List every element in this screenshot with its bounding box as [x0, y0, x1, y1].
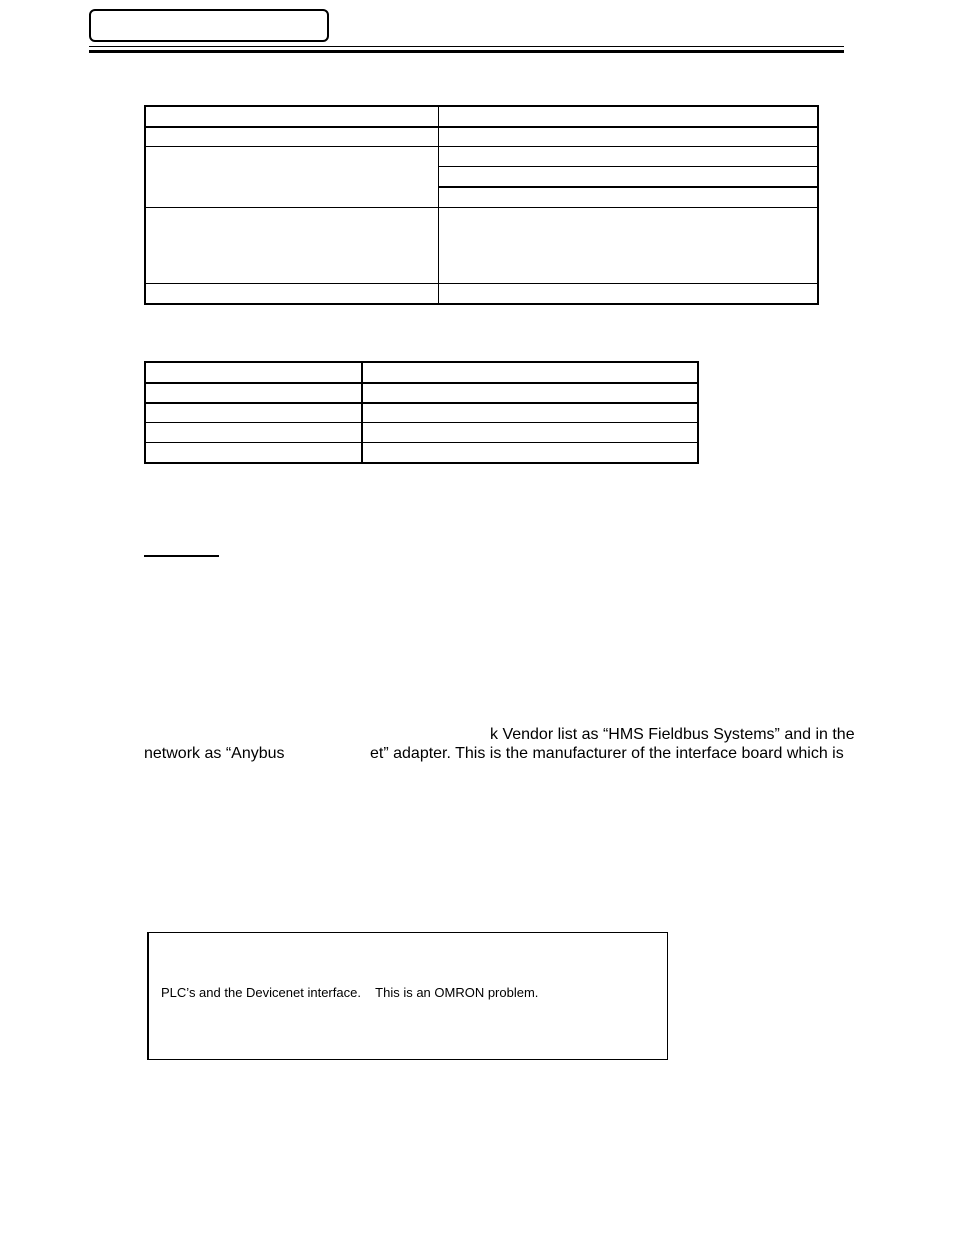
table-row-line [144, 207, 819, 208]
table-row-line [438, 186, 819, 188]
table-2-border-left [144, 361, 146, 464]
header-rule-thin [89, 46, 844, 47]
table-row-line [144, 402, 699, 404]
table-row-line [144, 422, 699, 423]
table-1-border-right [817, 105, 819, 305]
table-row-line [438, 166, 819, 167]
table-1-border-left [144, 105, 146, 305]
paragraph-line-1: k Vendor list as “HMS Fieldbus Systems” and in the [490, 726, 855, 743]
table-2-col-divider [361, 361, 363, 464]
table-1-col-divider [438, 105, 439, 305]
header-box [89, 9, 329, 42]
table-row-line [144, 283, 819, 284]
table-row-line [144, 442, 699, 443]
note-text: PLC’s and the Devicenet interface. This is an OMRON problem. [161, 985, 539, 1000]
table-row-line [144, 126, 819, 128]
note-box [147, 932, 668, 1060]
table-row-line [144, 382, 699, 384]
table-row-line [144, 146, 819, 147]
section-heading-underline [144, 555, 219, 557]
table-1-border-bottom [144, 303, 819, 305]
header-rule-thick [89, 50, 844, 53]
table-1-border-top [144, 105, 819, 107]
table-2-border-bottom [144, 462, 699, 464]
table-2-border-top [144, 361, 699, 363]
paragraph-line-2-end: et” adapter. This is the manufacturer of the interface board which is [370, 745, 844, 762]
paragraph-line-2-start: network as “Anybus [144, 745, 285, 762]
table-2-border-right [697, 361, 699, 464]
